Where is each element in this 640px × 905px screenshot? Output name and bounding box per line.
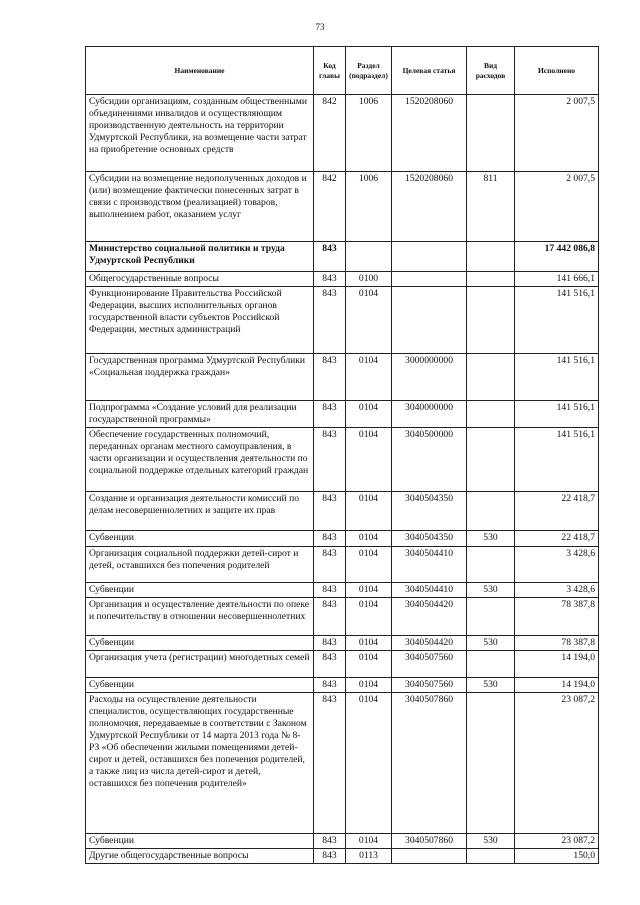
cell-chapter-code: 843 (314, 636, 346, 651)
header-expense-kind: Вид расходов (467, 47, 515, 95)
cell-name: Субвенции (86, 531, 314, 547)
page-number: 73 (315, 22, 325, 32)
table-row (86, 287, 599, 354)
cell-name: Другие общегосударственные вопросы (86, 849, 314, 864)
cell-name: Обеспечение государственных полномочий, переданных органам местного самоуправления, в части организации и осуществления деятельности по социальной поддержке отдельных категорий граждан (86, 428, 314, 492)
cell-section (346, 242, 392, 272)
cell-section: 0104 (346, 287, 392, 354)
cell-expense-kind (467, 693, 515, 834)
table-row (86, 678, 599, 693)
cell-executed: 23 087,2 (515, 693, 599, 834)
cell-section: 0104 (346, 834, 392, 849)
cell-target-article (392, 272, 467, 287)
cell-name: Расходы на осуществление деятельности специалистов, осуществляющих государственные полномочия, передаваемые в соответствии с Законом Удмуртской Республики от 14 марта 2013 года № 8-РЗ «Об обеспечении жилыми помещениями детей-сирот и детей, оставшихся без попечения родителей, а также лиц из числа детей-сирот и детей, оставшихся без попечения родителей» (86, 693, 314, 834)
cell-expense-kind (467, 849, 515, 864)
cell-target-article: 3000000000 (392, 354, 467, 401)
cell-expense-kind (467, 547, 515, 583)
table-row (86, 492, 599, 531)
cell-expense-kind: 811 (467, 172, 515, 242)
cell-name: Создание и организация деятельности комиссий по делам несовершеннолетних и защите их прав (86, 492, 314, 531)
cell-section: 0100 (346, 272, 392, 287)
cell-expense-kind (467, 598, 515, 636)
table-row (86, 428, 599, 492)
cell-section: 0104 (346, 651, 392, 678)
cell-chapter-code: 843 (314, 492, 346, 531)
cell-name: Субвенции (86, 834, 314, 849)
cell-executed: 141 516,1 (515, 401, 599, 428)
cell-chapter-code: 843 (314, 678, 346, 693)
cell-name: Субвенции (86, 583, 314, 598)
cell-name: Государственная программа Удмуртской Республики «Социальная поддержка граждан» (86, 354, 314, 401)
cell-section: 0104 (346, 678, 392, 693)
cell-chapter-code: 842 (314, 95, 346, 172)
table-row (86, 598, 599, 636)
cell-target-article: 3040504350 (392, 492, 467, 531)
table-row (86, 834, 599, 849)
cell-target-article: 3040507860 (392, 693, 467, 834)
cell-name: Субвенции (86, 636, 314, 651)
cell-chapter-code: 843 (314, 693, 346, 834)
cell-section: 0104 (346, 547, 392, 583)
cell-executed: 14 194,0 (515, 678, 599, 693)
cell-chapter-code: 843 (314, 354, 346, 401)
cell-expense-kind (467, 272, 515, 287)
cell-chapter-code: 843 (314, 651, 346, 678)
cell-chapter-code: 843 (314, 849, 346, 864)
cell-executed: 17 442 086,8 (515, 242, 599, 272)
table-row (86, 354, 599, 401)
cell-chapter-code: 843 (314, 272, 346, 287)
header-name: Наименование (86, 47, 314, 95)
cell-chapter-code: 843 (314, 583, 346, 598)
table-header-row (86, 47, 599, 95)
cell-expense-kind (467, 492, 515, 531)
cell-expense-kind: 530 (467, 636, 515, 651)
cell-executed: 78 387,8 (515, 598, 599, 636)
cell-section: 0104 (346, 636, 392, 651)
cell-section: 0104 (346, 598, 392, 636)
cell-target-article: 3040504420 (392, 598, 467, 636)
cell-name: Субвенции (86, 678, 314, 693)
cell-section: 0104 (346, 693, 392, 834)
cell-expense-kind (467, 401, 515, 428)
table-row (86, 693, 599, 834)
table-row (86, 651, 599, 678)
table-row (86, 242, 599, 272)
cell-target-article: 3040500000 (392, 428, 467, 492)
cell-executed: 22 418,7 (515, 492, 599, 531)
cell-name: Организация социальной поддержки детей-сирот и детей, оставшихся без попечения родителей (86, 547, 314, 583)
cell-executed: 2 007,5 (515, 95, 599, 172)
cell-section: 0104 (346, 583, 392, 598)
cell-section: 0104 (346, 428, 392, 492)
cell-target-article (392, 849, 467, 864)
cell-expense-kind (467, 242, 515, 272)
cell-chapter-code: 842 (314, 172, 346, 242)
cell-target-article: 3040507860 (392, 834, 467, 849)
cell-target-article: 3040507560 (392, 651, 467, 678)
table-row (86, 272, 599, 287)
cell-target-article: 3040504410 (392, 547, 467, 583)
cell-executed: 3 428,6 (515, 583, 599, 598)
cell-section: 0104 (346, 531, 392, 547)
table-row (86, 583, 599, 598)
cell-target-article: 3040000000 (392, 401, 467, 428)
cell-name: Субсидии на возмещение недополученных доходов и (или) возмещение фактически понесенных затрат в связи с производством (реализацией) товаров, выполнением работ, оказанием услуг (86, 172, 314, 242)
cell-target-article (392, 287, 467, 354)
cell-chapter-code: 843 (314, 834, 346, 849)
cell-executed: 141 516,1 (515, 287, 599, 354)
cell-executed: 141 516,1 (515, 428, 599, 492)
cell-target-article: 3040504420 (392, 636, 467, 651)
cell-target-article: 1520208060 (392, 95, 467, 172)
cell-expense-kind (467, 428, 515, 492)
cell-expense-kind: 530 (467, 583, 515, 598)
cell-executed: 3 428,6 (515, 547, 599, 583)
cell-chapter-code: 843 (314, 531, 346, 547)
cell-chapter-code: 843 (314, 598, 346, 636)
cell-name: Организация учета (регистрации) многодетных семей (86, 651, 314, 678)
cell-name: Организация и осуществление деятельности по опеке и попечительству в отношении несовершеннолетних (86, 598, 314, 636)
cell-section: 1006 (346, 95, 392, 172)
cell-executed: 78 387,8 (515, 636, 599, 651)
cell-chapter-code: 843 (314, 547, 346, 583)
table-row (86, 849, 599, 864)
cell-executed: 150,0 (515, 849, 599, 864)
cell-expense-kind: 530 (467, 531, 515, 547)
cell-name: Министерство социальной политики и труда Удмуртской Республики (86, 242, 314, 272)
budget-execution-table (85, 46, 599, 864)
cell-expense-kind (467, 354, 515, 401)
table-row (86, 636, 599, 651)
cell-executed: 141 666,1 (515, 272, 599, 287)
cell-expense-kind (467, 651, 515, 678)
cell-name: Подпрограмма «Создание условий для реализации государственной программы» (86, 401, 314, 428)
cell-name: Функционирование Правительства Российской Федерации, высших исполнительных органов государственной власти субъектов Российской Федерации, местных администраций (86, 287, 314, 354)
cell-target-article: 3040504350 (392, 531, 467, 547)
cell-name: Общегосударственные вопросы (86, 272, 314, 287)
cell-section: 0113 (346, 849, 392, 864)
cell-expense-kind: 530 (467, 678, 515, 693)
table-row (86, 95, 599, 172)
cell-chapter-code: 843 (314, 287, 346, 354)
header-section: Раздел (подраздел) (346, 47, 392, 95)
cell-chapter-code: 843 (314, 428, 346, 492)
cell-section: 0104 (346, 492, 392, 531)
cell-executed: 22 418,7 (515, 531, 599, 547)
header-executed: Исполнено (515, 47, 599, 95)
cell-target-article: 3040507560 (392, 678, 467, 693)
header-chapter-code: Код главы (314, 47, 346, 95)
cell-section: 0104 (346, 354, 392, 401)
cell-chapter-code: 843 (314, 242, 346, 272)
cell-chapter-code: 843 (314, 401, 346, 428)
table-row (86, 531, 599, 547)
header-target-article: Целевая статья (392, 47, 467, 95)
cell-target-article (392, 242, 467, 272)
cell-executed: 2 007,5 (515, 172, 599, 242)
table-row (86, 547, 599, 583)
cell-executed: 23 087,2 (515, 834, 599, 849)
table-row (86, 172, 599, 242)
cell-executed: 141 516,1 (515, 354, 599, 401)
cell-section: 0104 (346, 401, 392, 428)
cell-section: 1006 (346, 172, 392, 242)
cell-expense-kind: 530 (467, 834, 515, 849)
table-row (86, 401, 599, 428)
cell-target-article: 3040504410 (392, 583, 467, 598)
cell-expense-kind (467, 95, 515, 172)
cell-executed: 14 194,0 (515, 651, 599, 678)
cell-name: Субсидии организациям, созданным общественными объединениями инвалидов и осуществляющим производственную деятельность на территории Удмуртской Республики, на возмещение части затрат на приобретение основных средств (86, 95, 314, 172)
cell-expense-kind (467, 287, 515, 354)
cell-target-article: 1520208060 (392, 172, 467, 242)
